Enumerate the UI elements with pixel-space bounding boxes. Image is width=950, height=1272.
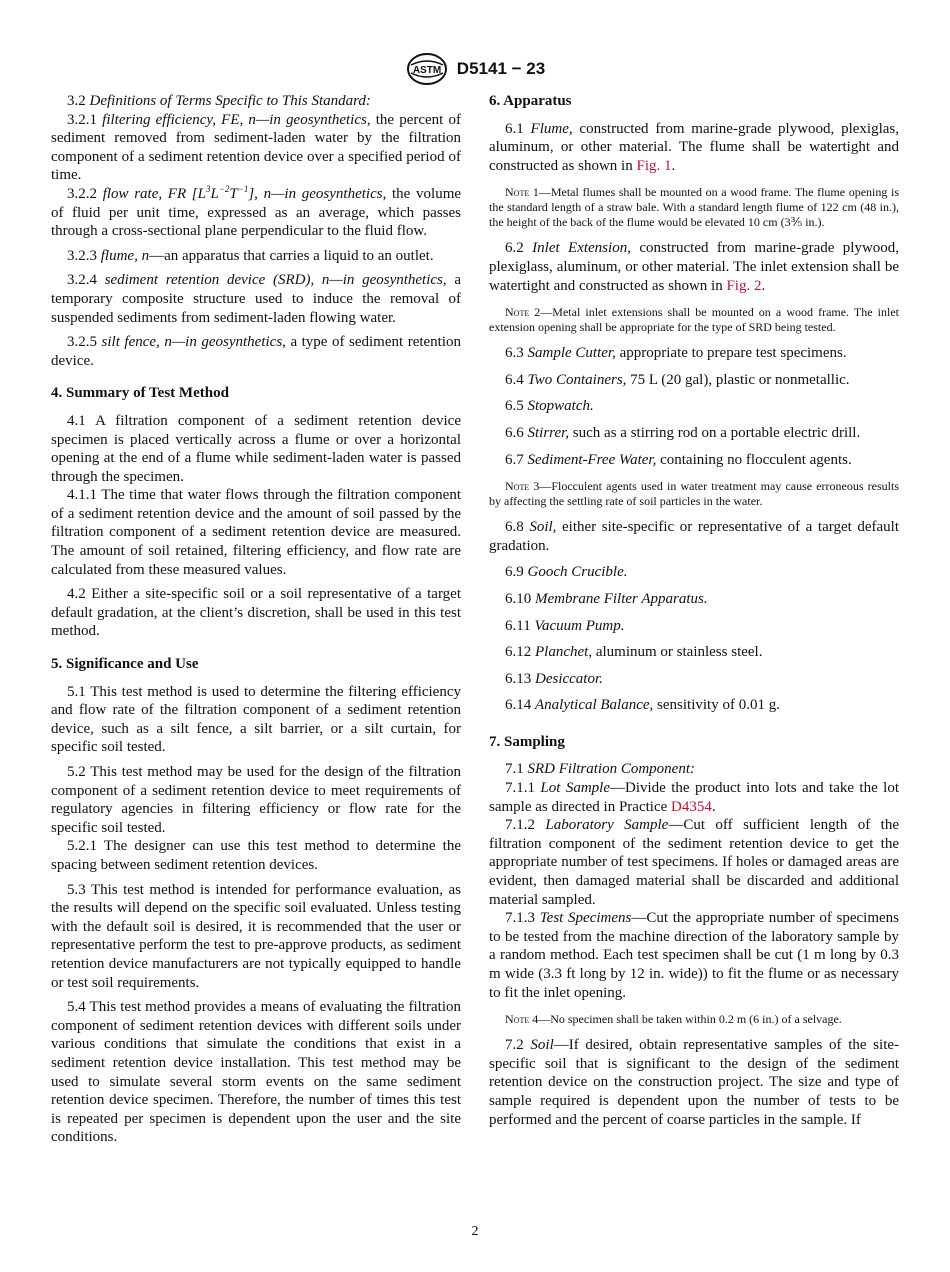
paragraph-6-7: 6.7 Sediment-Free Water, containing no flocculent agents. xyxy=(505,451,852,468)
heading-summary: 4. Summary of Test Method xyxy=(51,385,229,402)
note-4: Note 4—No specimen shall be taken within 0.2 m (6 in.) of a selvage. xyxy=(505,1012,842,1027)
heading-apparatus: 6. Apparatus xyxy=(489,93,572,109)
paragraph-5-2-1: 5.2.1 The designer can use this test method to determine the spacing between sediment retention devices. xyxy=(51,838,461,873)
paragraph-7-1-1: 7.1.1 Lot Sample—Divide the product into lots and take the lot sample as directed in Practice D4354. xyxy=(489,780,900,815)
paragraph-7-1-2: 7.1.2 Laboratory Sample—Cut off sufficient length of the filtration component of the sediment retention device to get the appropriate number of test specimens. If holes or damaged areas are evident, then damaged material shall be discarded and additional material sampled. xyxy=(489,817,899,908)
paragraph-6-13: 6.13 Desiccator. xyxy=(505,670,603,687)
section-3-2: 3.2 Definitions of Terms Specific to This Standard: xyxy=(67,93,371,109)
paragraph-6-11: 6.11 Vacuum Pump. xyxy=(505,617,625,634)
paragraph-4-1-1: 4.1.1 The time that water flows through the filtration component of a sediment retention device and the amount of soil passed by the filtration component of a sediment retention device are measured. The amount of soil retained, filtering efficiency, and flow rate are calculated from these measured values. xyxy=(51,487,461,578)
left-column xyxy=(51,92,461,1153)
d4354-link[interactable]: D4354 xyxy=(671,798,712,815)
note-3: Note 3—Flocculent agents used in water treatment may cause erroneous results by affecting the settling rate of soil particles in the water. xyxy=(489,479,899,509)
heading-sampling: 7. Sampling xyxy=(489,733,565,750)
note-1: Note 1—Metal flumes shall be mounted on a wood frame. The flume opening is the standard length of a straw bale. With a standard length flume of 122 cm (48 in.), the height of the back of the flume would be elevated 10 cm (3⅗ in.). xyxy=(489,185,899,230)
paragraph-6-1: 6.1 Flume, constructed from marine-grade plywood, plexiglas, aluminum, or other material. The flume shall be watertight and constructed as shown in Fig. 1. xyxy=(489,120,900,174)
fig-1-link[interactable]: Fig. 1 xyxy=(636,157,672,174)
paragraph-5-4: 5.4 This test method provides a means of evaluating the filtration component of sediment retention devices with different soils under various conditions that simulate the conditions that exist in a sediment retention device installation. This test method may be used to simulate several storm events on the same sediment retention device specimen. Therefore, the number of times this test is repeated per specimen is dependent upon the user and the site conditions. xyxy=(51,999,461,1146)
paragraph-5-1: 5.1 This test method is used to determine the filtering efficiency and flow rate of the filtration component of a sediment retention device, such as a silt fence, a silt barrier, or a silt curtain, for specific soil tested. xyxy=(51,683,461,756)
definition-3-2-3: 3.2.3 flume, n—an apparatus that carries a liquid to an outlet. xyxy=(67,247,434,264)
paragraph-7-1: 7.1 SRD Filtration Component: xyxy=(505,761,695,778)
paragraph-4-1: 4.1 A filtration component of a sediment retention device specimen is placed vertically across a flume or over a horizontal opening at the end of a flume while sediment-laden water is passed through the specimen. xyxy=(51,412,461,485)
fig-2-link[interactable]: Fig. 2 xyxy=(726,277,762,294)
paragraph-6-2: 6.2 Inlet Extension, constructed from marine-grade plywood, plexiglass, aluminum, or other material. The inlet extension shall be watertight and constructed as shown in Fig. 2. xyxy=(489,240,900,294)
paragraph-6-5: 6.5 Stopwatch. xyxy=(505,398,594,415)
astm-logo-icon xyxy=(405,52,449,86)
paragraph-4-2: 4.2 Either a site-specific soil or a soil representative of a target default gradation, at the client’s discretion, shall be used in this test method. xyxy=(51,586,461,640)
definition-3-2-1: 3.2.1 filtering efficiency, FE, n—in geosynthetics, the percent of sediment removed from sediment-laden water by the filtration component of a sediment retention device over a specified period of time. xyxy=(51,111,461,184)
note-2: Note 2—Metal inlet extensions shall be mounted on a wood frame. The inlet extension opening shall be appropriate for the type of SRD being tested. xyxy=(489,305,899,335)
standard-code: D5141 − 23 xyxy=(456,59,546,78)
paragraph-6-8: 6.8 Soil, either site-specific or representative of a target default gradation. xyxy=(489,519,900,554)
definition-3-2-4: 3.2.4 sediment retention device (SRD), n—in geosynthetics, a temporary composite structure used to induce the removal of suspended sediments from sediment-laden flowing water. xyxy=(51,272,461,326)
paragraph-6-6: 6.6 Stirrer, such as a stirring rod on a portable electric drill. xyxy=(505,424,861,441)
paragraph-5-2: 5.2 This test method may be used for the design of the filtration component of a sediment retention device to meet requirements of regulatory agencies in filtering efficiency or flow rate for the specific soil tested. xyxy=(51,764,461,836)
paragraph-6-3: 6.3 Sample Cutter, appropriate to prepare test specimens. xyxy=(505,345,847,362)
paragraph-6-14: 6.14 Analytical Balance, sensitivity of 0.01 g. xyxy=(505,697,780,714)
page-number: 2 xyxy=(471,1224,479,1239)
paragraph-6-9: 6.9 Gooch Crucible. xyxy=(505,564,628,581)
paragraph-6-4: 6.4 Two Containers, 75 L (20 gal), plastic or nonmetallic. xyxy=(505,371,850,388)
heading-significance: 5. Significance and Use xyxy=(51,656,199,673)
paragraph-6-10: 6.10 Membrane Filter Apparatus. xyxy=(505,590,708,607)
svg-text:ASTM: ASTM xyxy=(412,65,441,76)
paragraph-5-3: 5.3 This test method is intended for performance evaluation, as the results will depend on the specific soil evaluated. Unless testing with the default soil is desired, it is recommended that the user or representative perform the test to pre-approve products, as sediment retention device manufacturers are not typically equipped to handle or test soil requirements. xyxy=(51,881,461,991)
definition-3-2-2: 3.2.2 flow rate, FR $[L^3L^{-2}T^{-1}]$, n—in geosynthetics, the volume of fluid per unit time, expressed as an average, which passes through a cross-sectional plane perpendicular to the fluid flow. xyxy=(51,183,462,240)
paragraph-7-2: 7.2 Soil—If desired, obtain representative samples of the site-specific soil that is significant to the design of the sediment retention device on the construction project. The size and type of sample required is dependent upon the number of tests to be performed and the percent of coarse particles in the sample. If xyxy=(489,1037,900,1128)
definition-3-2-5: 3.2.5 silt fence, n—in geosynthetics, a type of sediment retention device. xyxy=(51,334,462,369)
paragraph-7-1-3: 7.1.3 Test Specimens—Cut the appropriate number of specimens to be tested from the machine direction of the laboratory sample by a random method. Each test specimen shall be cut (1 m long by 0.3 m wide (3.3 ft long by 12 in. wide)) to fit the flume or as necessary to fit the inlet opening. xyxy=(489,910,899,1001)
right-column xyxy=(489,92,899,1129)
page-header xyxy=(0,52,950,86)
paragraph-6-12: 6.12 Planchet, aluminum or stainless steel. xyxy=(505,644,763,661)
